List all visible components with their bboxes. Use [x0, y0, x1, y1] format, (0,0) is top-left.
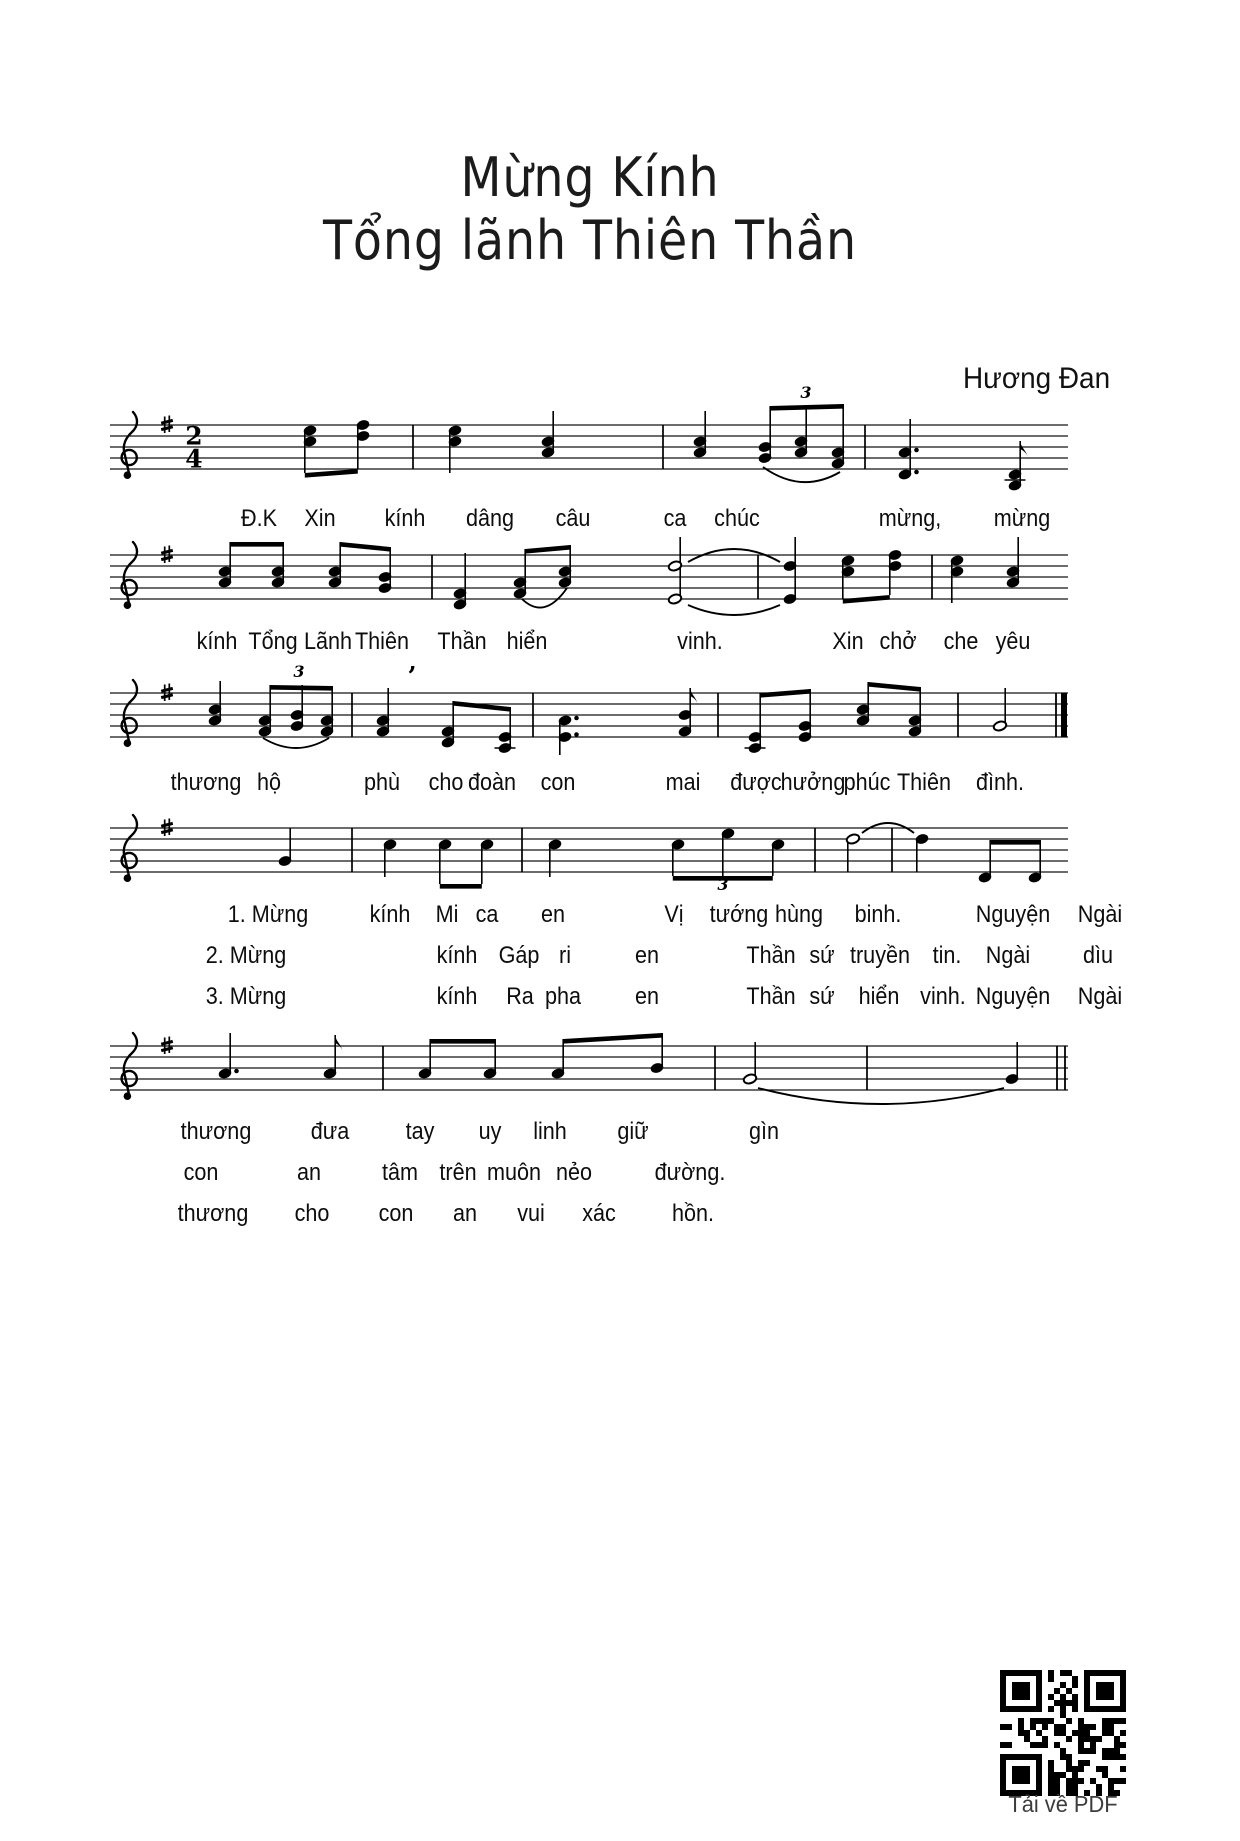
lyric-word: câu — [555, 505, 591, 532]
staff-1 — [110, 383, 1068, 492]
notehead — [846, 833, 861, 845]
time-signature-denominator: 4 — [185, 444, 203, 474]
notehead — [668, 593, 683, 605]
time-signature-numerator: 2 — [185, 421, 203, 451]
lyric-word: hồn. — [671, 1200, 715, 1227]
lyric-word: Ngài — [1077, 901, 1123, 928]
lyric-word: tâm — [381, 1159, 419, 1186]
lyric-word: hưởng — [780, 769, 846, 796]
sharp-icon — [161, 1037, 173, 1055]
lyric-word: Ra — [506, 983, 534, 1010]
lyric-word: dâng — [465, 505, 515, 532]
lyric-word: kính — [384, 505, 426, 532]
beam — [305, 469, 358, 478]
lyric-word: dìu — [1082, 942, 1114, 969]
lyric-word: hộ — [256, 769, 282, 796]
augmentation-dot — [234, 1069, 239, 1074]
lyric-word: binh. — [854, 901, 902, 928]
triplet-number: 3 — [800, 383, 812, 402]
lyric-word: 2. Mừng — [205, 942, 287, 969]
lyric-word: kính — [369, 901, 411, 928]
lyric-word: kính — [436, 942, 478, 969]
lyric-word: Gáp — [498, 942, 540, 969]
beam — [525, 545, 570, 554]
lyric-word: mừng, — [878, 505, 942, 532]
lyric-word: muôn — [486, 1159, 542, 1186]
staff-2 — [110, 537, 1068, 615]
lyric-word: yêu — [995, 628, 1031, 655]
beam — [868, 682, 920, 692]
lyric-word: Ngài — [1077, 983, 1123, 1010]
lyric-word: an — [452, 1200, 478, 1227]
staff-4 — [110, 815, 1068, 894]
staff-5 — [110, 1033, 1068, 1104]
lyric-word: hiển — [858, 983, 900, 1010]
download-pdf-link[interactable]: Tải về PDF — [1008, 1791, 1118, 1817]
lyric-word: che — [943, 628, 979, 655]
lyric-word: hùng — [774, 901, 824, 928]
lyric-word: Thiên — [354, 628, 410, 655]
lyric-word: an — [296, 1159, 322, 1186]
title-line-1: Mừng Kính — [460, 146, 720, 209]
lyric-word: Xin — [304, 505, 336, 532]
lyric-word: kính — [196, 628, 238, 655]
lyric-word: Đ.K — [240, 505, 278, 532]
lyric-word: nẻo — [555, 1159, 593, 1186]
lyric-word: đưa — [310, 1118, 350, 1145]
qr-code[interactable] — [1000, 1670, 1126, 1801]
lyric-word: hiển — [506, 628, 548, 655]
lyric-word: sứ — [809, 942, 835, 969]
lyric-word: en — [540, 901, 566, 928]
notehead — [743, 1073, 758, 1085]
lyric-word: en — [634, 983, 660, 1010]
lyric-word: trên — [439, 1159, 477, 1186]
sharp-icon — [161, 546, 173, 564]
final-barline — [1061, 693, 1067, 737]
lyric-word: vinh. — [677, 628, 723, 655]
lyric-word: linh — [533, 1118, 567, 1145]
lyric-word: tin. — [932, 942, 962, 969]
beam — [760, 689, 810, 698]
slur — [263, 738, 329, 748]
lyric-word: con — [183, 1159, 219, 1186]
lyric-word: được — [730, 769, 782, 796]
lyric-word: vinh. — [920, 983, 966, 1010]
composer-name: Hương Đan — [963, 362, 1111, 395]
lyric-word: thương — [170, 769, 242, 796]
lyric-word: Nguyện — [975, 901, 1051, 928]
lyric-word: truyền — [849, 942, 911, 969]
lyric-word: ri — [559, 942, 571, 969]
lyric-word: tướng — [709, 901, 769, 928]
lyric-word: Vị — [664, 901, 684, 928]
beam — [340, 542, 390, 552]
triplet-number: 3 — [717, 875, 729, 894]
sharp-icon — [161, 684, 173, 702]
lyric-word: đình. — [975, 769, 1025, 796]
lyric-word: kính — [436, 983, 478, 1010]
lyric-word: ca — [663, 505, 687, 532]
lyric-word: 3. Mừng — [205, 983, 287, 1010]
lyric-word: Thiên — [896, 769, 952, 796]
lyric-word: thương — [180, 1118, 252, 1145]
lyric-word: pha — [544, 983, 582, 1010]
lyric-word: con — [378, 1200, 414, 1227]
lyric-word: xác — [582, 1200, 616, 1227]
lyric-word: uy — [478, 1118, 502, 1145]
beam — [230, 542, 283, 547]
lyric-word: con — [540, 769, 576, 796]
lyric-word: Xin — [832, 628, 864, 655]
breath-mark: ’ — [407, 662, 417, 692]
lyric-word: mừng — [993, 505, 1051, 532]
lyric-word: Thần — [746, 983, 796, 1010]
lyric-word: cho — [428, 769, 464, 796]
sharp-icon — [161, 819, 173, 837]
sharp-icon — [161, 416, 173, 434]
lyric-word: Lãnh — [303, 628, 353, 655]
beam — [453, 701, 510, 712]
lyric-word: Nguyện — [975, 983, 1051, 1010]
slur — [522, 588, 567, 608]
eighth-flag — [1020, 441, 1028, 460]
lyric-word: ca — [475, 901, 499, 928]
staff-3 — [110, 662, 1068, 755]
lyric-word: gìn — [748, 1118, 780, 1145]
lyric-word: Tổng — [248, 628, 298, 655]
lyric-word: en — [634, 942, 660, 969]
beam — [430, 1039, 495, 1044]
triplet-number: 3 — [293, 662, 305, 681]
augmentation-dot — [914, 470, 919, 475]
lyric-word: cho — [294, 1200, 330, 1227]
eighth-flag — [335, 1035, 343, 1054]
augmentation-dot — [914, 448, 919, 453]
lyric-word: thương — [177, 1200, 249, 1227]
lyric-word: Thần — [437, 628, 487, 655]
lyric-word: sứ — [809, 983, 835, 1010]
lyric-word: phúc — [843, 769, 891, 796]
beam — [440, 884, 482, 889]
lyric-word: Ngài — [985, 942, 1031, 969]
beam — [990, 840, 1040, 845]
lyric-word: phù — [363, 769, 401, 796]
lyric-word: vui — [517, 1200, 545, 1227]
beam — [270, 685, 332, 691]
lyric-word: giữ — [617, 1118, 649, 1145]
beam — [843, 595, 890, 604]
lyric-word: Mi — [435, 901, 459, 928]
slur — [688, 605, 780, 615]
augmentation-dot — [574, 716, 579, 721]
lyric-word: tay — [405, 1118, 435, 1145]
lyric-word: chúc — [714, 505, 760, 532]
augmentation-dot — [574, 732, 579, 737]
title-line-2: Tổng lãnh Thiên Thần — [323, 209, 857, 272]
lyric-word: đường. — [654, 1159, 726, 1186]
beam — [563, 1033, 662, 1044]
lyric-word: đoàn — [467, 769, 517, 796]
lyric-word: 1. Mừng — [227, 901, 309, 928]
lyric-word: chở — [879, 628, 917, 655]
notehead — [993, 720, 1008, 732]
lyric-word: mai — [665, 769, 701, 796]
lyric-word: Thần — [746, 942, 796, 969]
